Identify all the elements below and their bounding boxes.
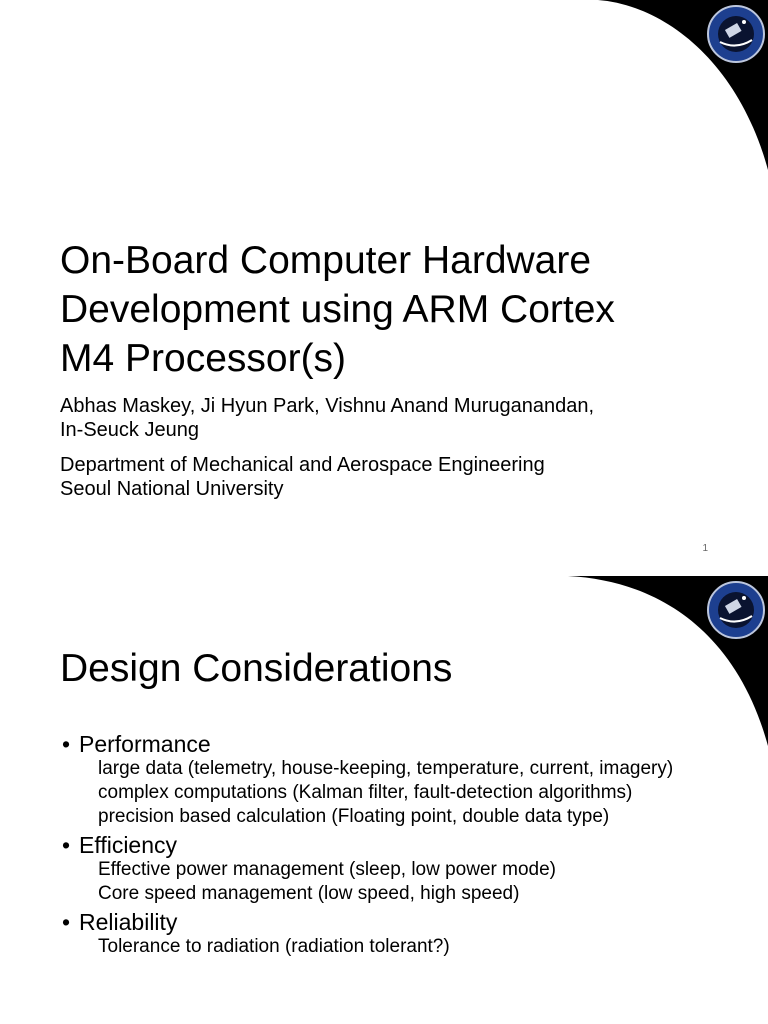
- corner-decoration: [568, 0, 768, 180]
- sub-item: complex computations (Kalman filter, fault-detection algorithms): [98, 782, 633, 803]
- bullet-list: [62, 731, 742, 962]
- university-logo-icon: [708, 6, 764, 62]
- slide-title: Design Considerations: [60, 647, 453, 690]
- department-line-2: Seoul National University: [60, 478, 284, 500]
- title-line-2: Development using ARM Cortex: [60, 288, 615, 331]
- bullet-marker: •: [62, 909, 71, 935]
- authors-line-1: Abhas Maskey, Ji Hyun Park, Vishnu Anand Muruganandan,: [60, 395, 595, 417]
- bullet-marker: •: [62, 731, 71, 757]
- sub-item: precision based calculation (Floating point, double data type): [98, 806, 610, 827]
- department-line-1: Department of Mechanical and Aerospace Engineering: [60, 454, 545, 476]
- sub-item: Tolerance to radiation (radiation tolerant?): [98, 936, 450, 957]
- bullet-marker: •: [62, 832, 71, 858]
- title-line-1: On-Board Computer Hardware: [60, 239, 592, 282]
- sub-item: large data (telemetry, house-keeping, temperature, current, imagery): [98, 758, 674, 779]
- university-logo-icon: [708, 582, 764, 638]
- authors-line-2: In-Seuck Jeung: [60, 419, 199, 441]
- department: [60, 453, 750, 501]
- content-slide: [0, 576, 768, 1024]
- presentation-title: [60, 236, 740, 383]
- title-line-3: M4 Processor(s): [60, 337, 347, 380]
- bullet-label: Reliability: [79, 909, 178, 935]
- page-number: 1: [702, 543, 708, 554]
- corner-decoration: [568, 576, 768, 756]
- bullet-reliability: [62, 909, 742, 956]
- sub-item: Core speed management (low speed, high speed): [98, 883, 520, 904]
- bullet-efficiency: [62, 832, 742, 903]
- authors: [60, 394, 750, 442]
- bullet-performance: [62, 731, 742, 826]
- bullet-label: Performance: [79, 731, 211, 757]
- bullet-label: Efficiency: [79, 832, 178, 858]
- sub-item: Effective power management (sleep, low power mode): [98, 859, 556, 880]
